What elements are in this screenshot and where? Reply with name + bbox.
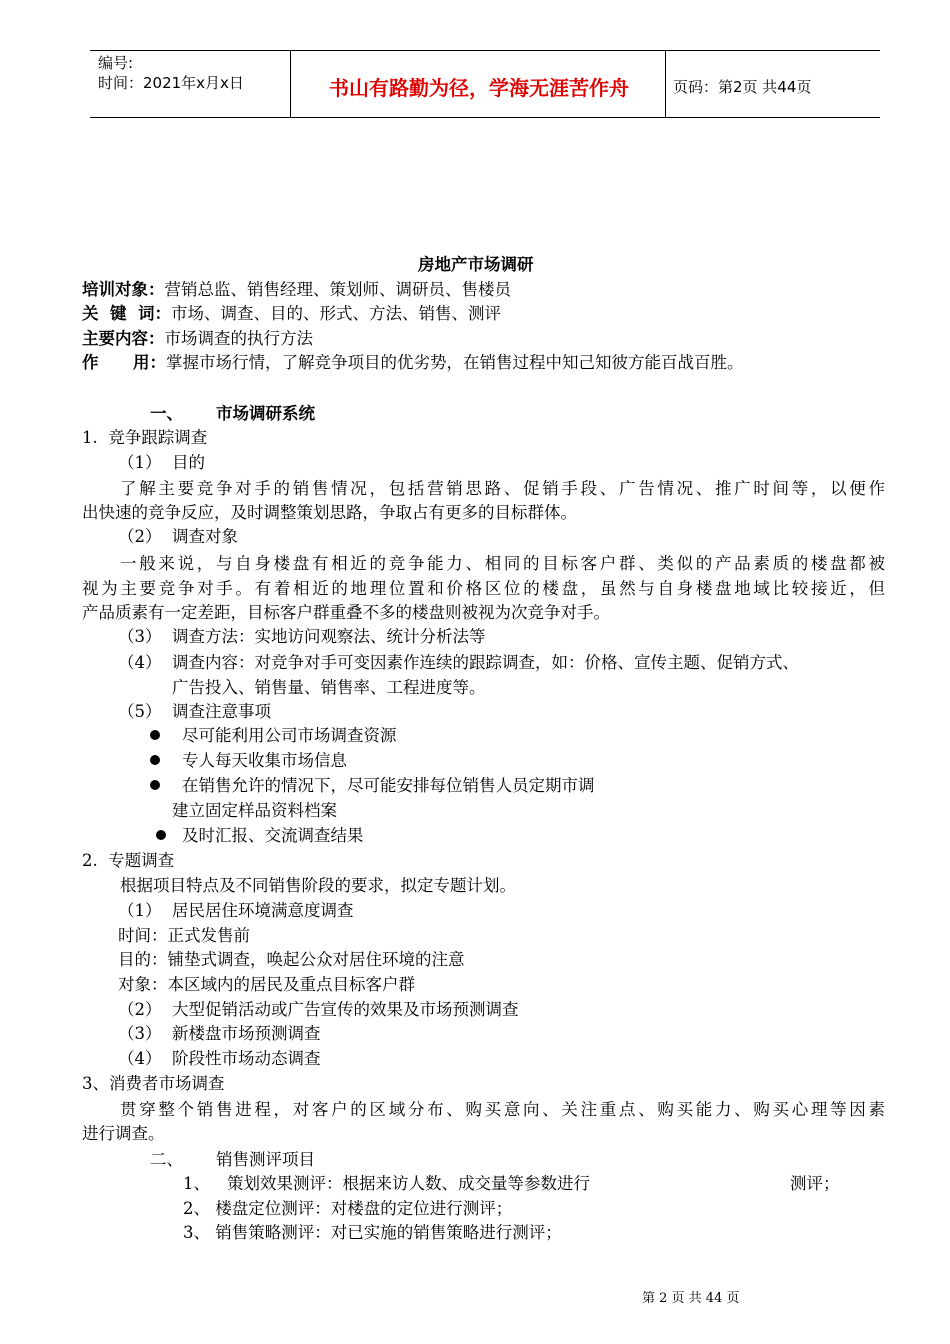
section2-number: 二、	[150, 1150, 183, 1169]
s2-heading: 2. 专题调查	[82, 851, 175, 870]
header-time: 时间：2021年x月x日	[98, 74, 244, 92]
s1-bullet-3b: 建立固定样品资料档案	[172, 801, 337, 820]
meta-value: 市场调查的执行方法	[164, 329, 313, 348]
s1-paragraph-2a: 一般来说，与自身楼盘有相近的竞争能力、相同的目标客户群、类似的产品素质的楼盘都被	[120, 554, 885, 573]
meta-label: 主要内容：	[82, 329, 165, 348]
bullet-icon	[156, 830, 166, 840]
s3-paragraph-a: 贯穿整个销售进程，对客户的区域分布、购买意向、关注重点、购买能力、购买心理等因素	[120, 1100, 885, 1119]
page-footer: 第 2 页 共 44 页	[642, 1291, 740, 1306]
header-motto: 书山有路勤为径，学海无涯苦作舟	[329, 76, 629, 100]
bullet-icon	[150, 730, 160, 740]
s1-bullet-3a: 在销售允许的情况下，尽可能安排每位销售人员定期市调	[182, 776, 595, 795]
header-divider-left	[290, 50, 291, 117]
meta-value: 市场、调查、目的、形式、方法、销售、测评	[170, 304, 501, 323]
s2-purpose: 目的：铺垫式调查，唤起公众对居住环境的注意	[118, 950, 465, 969]
header-bottom-rule	[90, 117, 880, 118]
s1-bullet-1: 尽可能利用公司市场调查资源	[182, 726, 397, 745]
s2-item-2: （2） 大型促销活动或广告宣传的效果及市场预测调查	[118, 1000, 519, 1019]
s2-item-1: （1） 居民居住环境满意度调查	[118, 901, 354, 920]
meta-row-content	[82, 327, 313, 351]
bullet-icon	[150, 755, 160, 765]
s2-item-4: （4） 阶段性市场动态调查	[118, 1049, 321, 1068]
s1-item-5: （5） 调查注意事项	[118, 702, 271, 721]
meta-label: 关 键 词：	[82, 304, 171, 323]
s2-target: 对象：本区域内的居民及重点目标客户群	[118, 975, 415, 994]
section2-title: 销售测评项目	[216, 1150, 315, 1169]
section2-item-1: 策划效果测评：根据来访人数、成交量等参数进行	[227, 1174, 590, 1193]
s1-paragraph-2c: 产品质素有一定差距，目标客户群重叠不多的楼盘则被视为次竞争对手。	[82, 603, 610, 622]
s1-item-2: （2） 调查对象	[118, 527, 238, 546]
s1-paragraph-1a: 了解主要竞争对手的销售情况，包括营销思路、促销手段、广告情况、推广时间等，以便作	[120, 479, 885, 498]
section1-number: 一、	[150, 404, 183, 423]
s2-paragraph: 根据项目特点及不同销售阶段的要求，拟定专题计划。	[120, 876, 516, 895]
section2-item-1-number: 1、	[183, 1174, 210, 1193]
header-divider-right	[665, 50, 666, 117]
meta-value: 营销总监、销售经理、策划师、调研员、售楼员	[164, 280, 511, 299]
section2-item-3: 3、 销售策略测评：对已实施的销售策略进行测评；	[183, 1223, 562, 1242]
header-page: 页码：第2页 共44页	[673, 78, 812, 96]
section2-item-1-tail: 测评；	[790, 1174, 840, 1193]
meta-row-keywords	[82, 302, 501, 326]
s3-paragraph-b: 进行调查。	[82, 1124, 165, 1143]
header-top-rule	[90, 50, 880, 51]
bullet-icon	[150, 780, 160, 790]
s1-paragraph-1b: 出快速的竞争反应，及时调整策划思路，争取占有更多的目标群体。	[82, 503, 577, 522]
page-title: 房地产市场调研	[418, 255, 534, 274]
meta-label: 作 用：	[82, 353, 166, 372]
meta-label: 培训对象：	[82, 280, 165, 299]
section2-item-2: 2、 楼盘定位测评：对楼盘的定位进行测评；	[183, 1199, 513, 1218]
s3-heading: 3、消费者市场调查	[82, 1074, 225, 1093]
section1-title: 市场调研系统	[216, 404, 315, 423]
s1-item-3: （3） 调查方法：实地访问观察法、统计分析法等	[118, 627, 486, 646]
meta-value: 掌握市场行情，了解竞争项目的优劣势，在销售过程中知己知彼方能百战百胜。	[165, 353, 744, 372]
s1-paragraph-2b: 视为主要竞争对手。有着相近的地理位置和价格区位的楼盘，虽然与自身楼盘地域比较接近，但	[82, 579, 885, 598]
meta-row-audience	[82, 278, 511, 302]
s1-item-4b: 广告投入、销售量、销售率、工程进度等。	[172, 678, 486, 697]
s1-bullet-4: 及时汇报、交流调查结果	[182, 826, 364, 845]
s1-bullet-2: 专人每天收集市场信息	[182, 751, 347, 770]
header-doc-no: 编号:	[98, 54, 134, 72]
s1-heading: 1. 竞争跟踪调查	[82, 428, 208, 447]
meta-row-purpose	[82, 351, 743, 375]
s1-item-1: （1） 目的	[118, 453, 205, 472]
s2-item-3: （3） 新楼盘市场预测调查	[118, 1024, 321, 1043]
s1-item-4a: （4） 调查内容：对竞争对手可变因素作连续的跟踪调查，如：价格、宣传主题、促销方式、	[118, 653, 799, 672]
s2-time: 时间：正式发售前	[118, 926, 250, 945]
